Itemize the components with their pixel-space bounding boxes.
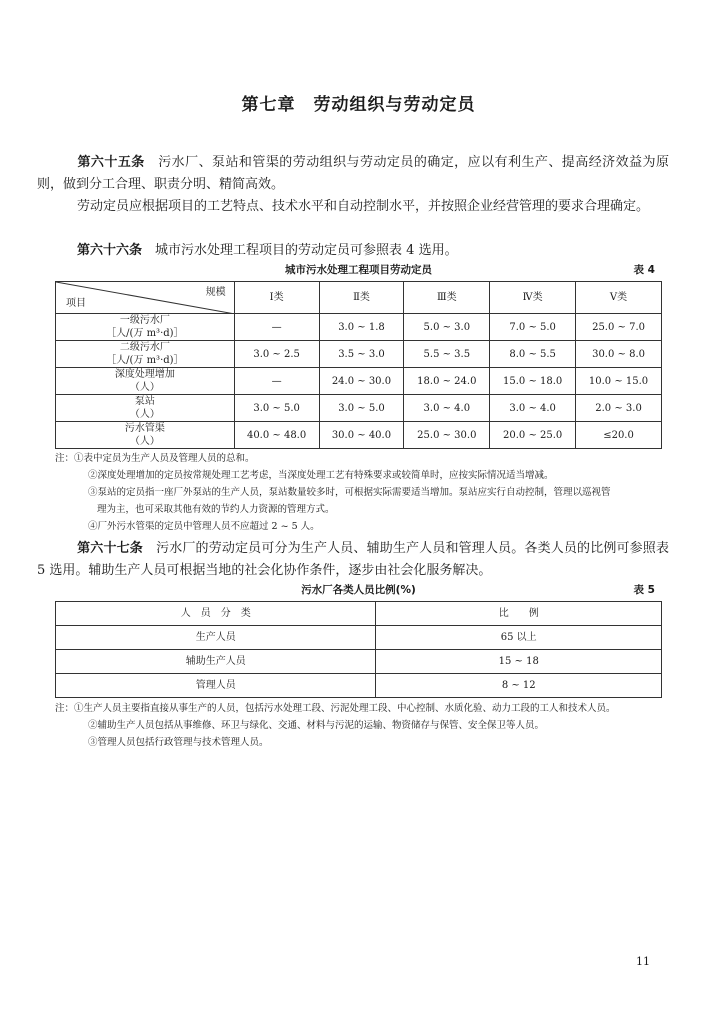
table4-cell: 3.5 ~ 3.0 <box>319 341 404 368</box>
table4-header-cell: Ⅰ类 <box>234 282 319 314</box>
table4-header-cell: Ⅳ类 <box>490 282 576 314</box>
row-label-line1: 二级污水厂 <box>119 342 170 353</box>
article-66-label: 第六十六条 <box>77 243 143 258</box>
table4-cell: 40.0 ~ 48.0 <box>234 422 319 449</box>
table5-cell: 8 ~ 12 <box>376 674 662 698</box>
table5-cell: 65 以上 <box>376 626 662 650</box>
table4-cell: 30.0 ~ 8.0 <box>576 341 662 368</box>
table5-cell: 15 ~ 18 <box>376 650 662 674</box>
table4-row <box>56 395 662 422</box>
table4-cell: 20.0 ~ 25.0 <box>490 422 576 449</box>
table4-corner-cell <box>56 282 235 314</box>
table5-cell: 生产人员 <box>56 626 376 650</box>
table4-note: ③泵站的定员指一座厂外泵站的生产人员，泵站数量较多时，可根据实际需要适当增加。泵站应实行自动控制，管理以巡视管 <box>88 487 611 498</box>
table4-cell: 30.0 ~ 40.0 <box>319 422 404 449</box>
table4-header-cell: Ⅴ类 <box>576 282 662 314</box>
table4-cell: — <box>234 368 319 395</box>
table4-cell: 24.0 ~ 30.0 <box>319 368 404 395</box>
table4-cell: 18.0 ~ 24.0 <box>404 368 490 395</box>
table5-number: 表 5 <box>633 584 655 596</box>
table4-cell: 15.0 ~ 18.0 <box>490 368 576 395</box>
page-number: 11 <box>636 955 650 968</box>
article-66-text: 城市污水处理工程项目的劳动定员可参照表 4 选用。 <box>155 243 458 258</box>
table4-cell: — <box>234 314 319 341</box>
table4-cell: 3.0 ~ 2.5 <box>234 341 319 368</box>
table4-row-label <box>56 314 235 341</box>
row-label-line2: （人） <box>129 382 160 393</box>
table4-row-label <box>56 422 235 449</box>
table4-cell: 25.0 ~ 30.0 <box>404 422 490 449</box>
table4-note: 注：①表中定员为生产人员及管理人员的总和。 <box>55 453 255 464</box>
article-65 <box>37 152 669 196</box>
table4-corner-bottom: 项目 <box>66 298 86 309</box>
table4-cell: ≤20.0 <box>576 422 662 449</box>
table4-header-row <box>56 282 662 314</box>
table4-cell: 5.5 ~ 3.5 <box>404 341 490 368</box>
table5-cell: 管理人员 <box>56 674 376 698</box>
table4 <box>55 281 662 449</box>
table4-row <box>56 314 662 341</box>
chapter-title: 第七章 劳动组织与劳动定员 <box>241 95 476 115</box>
table5-note: ③管理人员包括行政管理与技术管理人员。 <box>88 737 269 748</box>
row-label-line2: ［人/(万 m³·d)］ <box>106 328 184 339</box>
paragraph-staffing-text: 劳动定员应根据项目的工艺特点、技术水平和自动控制水平，并按照企业经营管理的要求合理确定。 <box>77 199 650 214</box>
table4-notes <box>55 450 675 535</box>
table4-row-label <box>56 341 235 368</box>
table4-corner-top: 规模 <box>205 287 226 298</box>
table4-note: ④厂外污水管渠的定员中管理人员不应超过 2 ~ 5 人。 <box>88 521 320 532</box>
table5-header-row <box>56 602 662 626</box>
table5-row <box>56 626 662 650</box>
row-label-line2: （人） <box>129 409 160 420</box>
table4-cell: 3.0 ~ 4.0 <box>404 395 490 422</box>
table4-note: ②深度处理增加的定员按常规处理工艺考虑，当深度处理工艺有特殊要求或较简单时，应按实际情况适当增减。 <box>88 470 554 481</box>
table4-cell: 3.0 ~ 1.8 <box>319 314 404 341</box>
table5-notes <box>55 700 675 751</box>
row-label-line1: 深度处理增加 <box>114 369 175 380</box>
table4-row-label <box>56 368 235 395</box>
article-66 <box>37 240 669 262</box>
row-label-line1: 泵站 <box>134 396 155 407</box>
article-67-text: 污水厂的劳动定员可分为生产人员、辅助生产人员和管理人员。各类人员的比例可参照表 5 选用。辅助生产人员可根据当地的社会化协作条件，逐步由社会化服务解决。 <box>37 541 669 578</box>
table4-caption: 城市污水处理工程项目劳动定员 <box>285 264 432 276</box>
table5-cell: 辅助生产人员 <box>56 650 376 674</box>
table4-cell: 3.0 ~ 4.0 <box>490 395 576 422</box>
paragraph-staffing <box>37 196 669 218</box>
table4-cell: 10.0 ~ 15.0 <box>576 368 662 395</box>
row-label-line1: 一级污水厂 <box>119 315 170 326</box>
article-67 <box>37 538 669 582</box>
table4-cell: 3.0 ~ 5.0 <box>234 395 319 422</box>
table5-row <box>56 674 662 698</box>
table4-row-label <box>56 395 235 422</box>
table4-row <box>56 422 662 449</box>
table5-row <box>56 650 662 674</box>
table4-cell: 25.0 ~ 7.0 <box>576 314 662 341</box>
table5-header-cell: 比 例 <box>376 602 662 626</box>
table4-number: 表 4 <box>633 264 655 276</box>
table4-row <box>56 341 662 368</box>
article-65-text: 污水厂、泵站和管渠的劳动组织与劳动定员的确定，应以有利生产、提高经济效益为原则，做到分工合理、职责分明、精简高效。 <box>37 155 669 192</box>
table4-note: 理为主，也可采取其他有效的节约人力资源的管理方式。 <box>97 504 335 515</box>
table4-row <box>56 368 662 395</box>
table4-cell: 2.0 ~ 3.0 <box>576 395 662 422</box>
table5-note: ②辅助生产人员包括从事维修、环卫与绿化、交通、材料与污泥的运输、物资储存与保管、安全保卫等人员。 <box>88 720 545 731</box>
row-label-line2: ［人/(万 m³·d)］ <box>106 355 184 366</box>
row-label-line2: （人） <box>129 436 160 447</box>
table5-header-cell: 人 员 分 类 <box>56 602 376 626</box>
table4-cell: 7.0 ~ 5.0 <box>490 314 576 341</box>
table5 <box>55 601 662 698</box>
row-label-line1: 污水管渠 <box>124 423 165 434</box>
table4-cell: 3.0 ~ 5.0 <box>319 395 404 422</box>
table4-header-cell: Ⅱ类 <box>319 282 404 314</box>
table5-note: 注：①生产人员主要指直接从事生产的人员，包括污水处理工段、污泥处理工段、中心控制、水质化验、动力工段的工人和技术人员。 <box>55 703 616 714</box>
table4-cell: 5.0 ~ 3.0 <box>404 314 490 341</box>
table4-header-cell: Ⅲ类 <box>404 282 490 314</box>
article-67-label: 第六十七条 <box>77 541 143 556</box>
table5-caption: 污水厂各类人员比例(%) <box>301 584 416 596</box>
article-65-label: 第六十五条 <box>77 155 145 170</box>
table4-cell: 8.0 ~ 5.5 <box>490 341 576 368</box>
